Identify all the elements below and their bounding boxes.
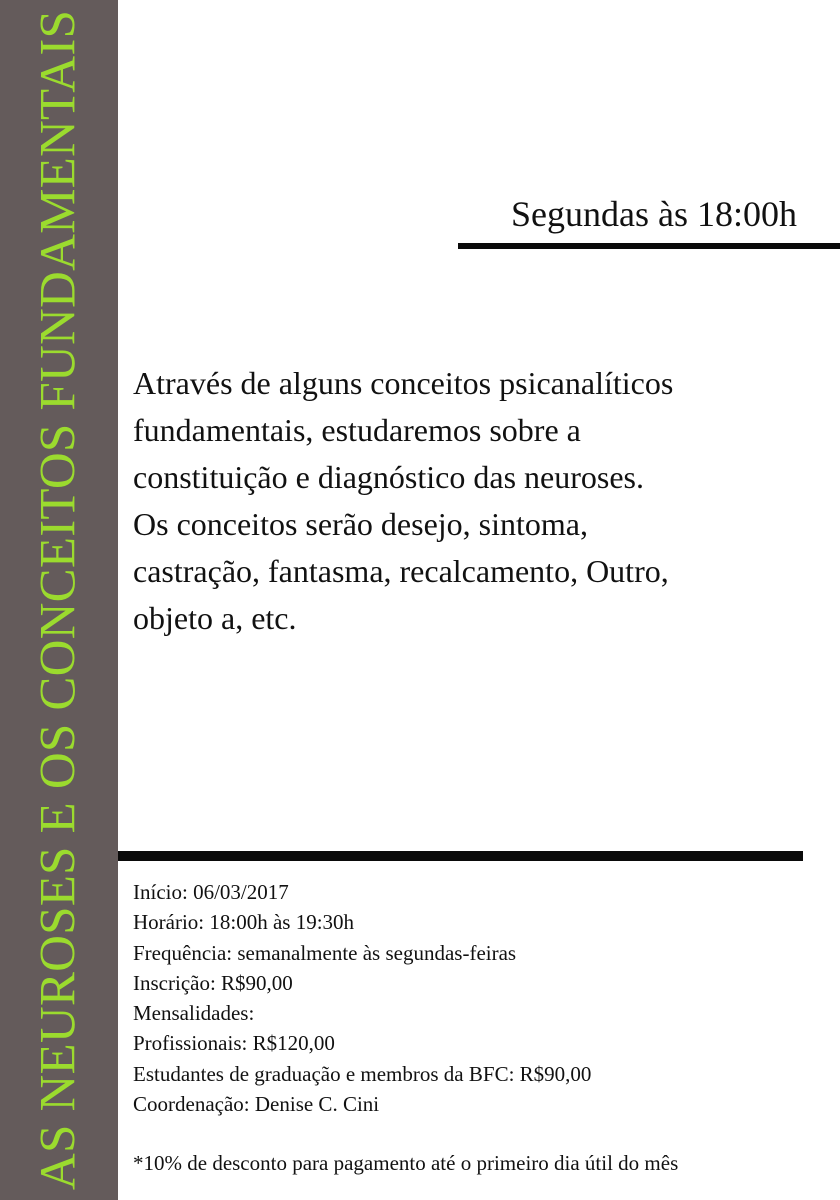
detail-student-fee: Estudantes de graduação e membros da BFC: R$90,00 — [133, 1061, 592, 1086]
detail-start-date: Início: 06/03/2017 — [133, 880, 289, 904]
detail-schedule: Horário: 18:00h às 19:30h — [133, 910, 355, 935]
course-details — [133, 877, 833, 1119]
description-line: objeto a, etc. — [133, 600, 297, 636]
section-divider — [118, 851, 803, 861]
description-line: Através de alguns conceitos psicanalíticos — [133, 365, 674, 401]
sidebar-band — [0, 0, 118, 1200]
description-line: castração, fantasma, recalcamento, Outro, — [133, 553, 669, 589]
detail-professional-fee: Profissionais: R$120,00 — [133, 1031, 335, 1056]
detail-coordinator: Coordenação: Denise C. Cini — [133, 1092, 380, 1117]
detail-monthly-fees-label: Mensalidades: — [133, 1001, 255, 1026]
schedule-block — [458, 194, 840, 249]
description-line: fundamentais, estudaremos sobre a — [133, 412, 581, 448]
discount-footnote: *10% de desconto para pagamento até o primeiro dia útil do mês — [133, 1151, 679, 1175]
detail-frequency: Frequência: semanalmente às segundas-feiras — [133, 940, 517, 965]
description-line: constituição e diagnóstico das neuroses. — [133, 459, 644, 495]
vertical-title: AS NEUROSES E OS CONCEITOS FUNDAMENTAIS — [30, 9, 87, 1191]
schedule-underline — [458, 243, 840, 249]
schedule-heading: Segundas às 18:00h — [511, 194, 797, 234]
course-description — [133, 360, 833, 642]
detail-registration-fee: Inscrição: R$90,00 — [133, 970, 293, 995]
description-line: Os conceitos serão desejo, sintoma, — [133, 506, 588, 542]
